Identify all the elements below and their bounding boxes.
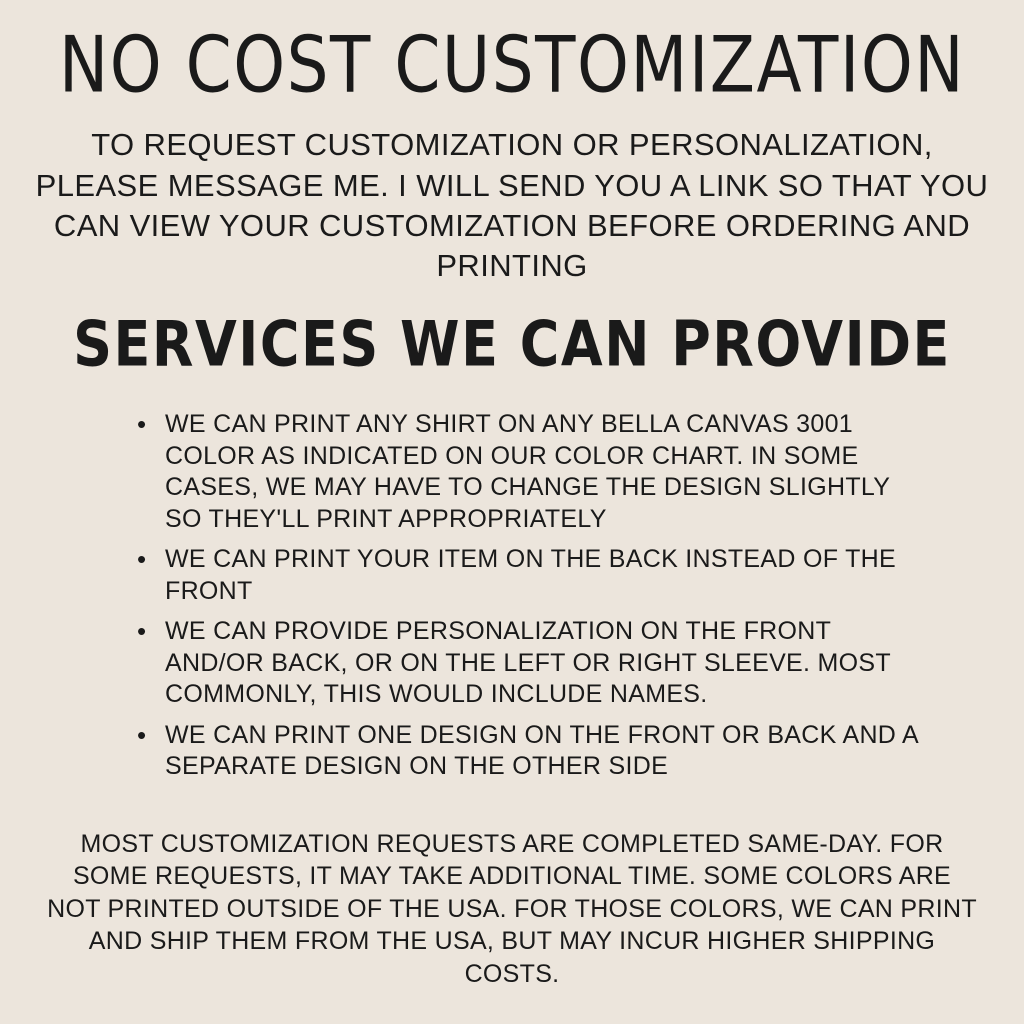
page-title: NO COST CUSTOMIZATION <box>58 19 966 111</box>
list-item: • WE CAN PRINT ANY SHIRT ON ANY BELLA CANVAS 3001 COLOR AS INDICATED ON OUR COLOR CHART. IN SOME CASES, WE MAY HAVE TO CHANGE THE DESIGN SLIGHTLY SO THEY'LL PRINT APPROPRIATELY <box>137 409 927 535</box>
list-item: • WE CAN PRINT ONE DESIGN ON THE FRONT OR BACK AND A SEPARATE DESIGN ON THE OTHER SIDE <box>137 720 927 783</box>
list-item: • WE CAN PROVIDE PERSONALIZATION ON THE FRONT AND/OR BACK, OR ON THE LEFT OR RIGHT SLEEVE. MOST COMMONLY, THIS WOULD INCLUDE NAMES. <box>137 616 927 711</box>
services-list <box>97 409 927 792</box>
list-item: • WE CAN PRINT YOUR ITEM ON THE BACK INSTEAD OF THE FRONT <box>137 544 927 607</box>
footnote-text: MOST CUSTOMIZATION REQUESTS ARE COMPLETED SAME-DAY. FOR SOME REQUESTS, IT MAY TAKE ADDITIONAL TIME. SOME COLORS ARE NOT PRINTED OUTSIDE OF THE USA. FOR THOSE COLORS, WE CAN PRINT AND SHIP THEM FROM THE USA, BUT MAY INCUR HIGHER SHIPPING COSTS. <box>47 829 977 988</box>
services-heading: SERVICES WE CAN PROVIDE <box>73 307 951 381</box>
intro-paragraph: TO REQUEST CUSTOMIZATION OR PERSONALIZATION, PLEASE MESSAGE ME. I WILL SEND YOU A LINK SO THAT YOU CAN VIEW YOUR CUSTOMIZATION BEFORE ORDERING AND PRINTING <box>35 127 989 284</box>
